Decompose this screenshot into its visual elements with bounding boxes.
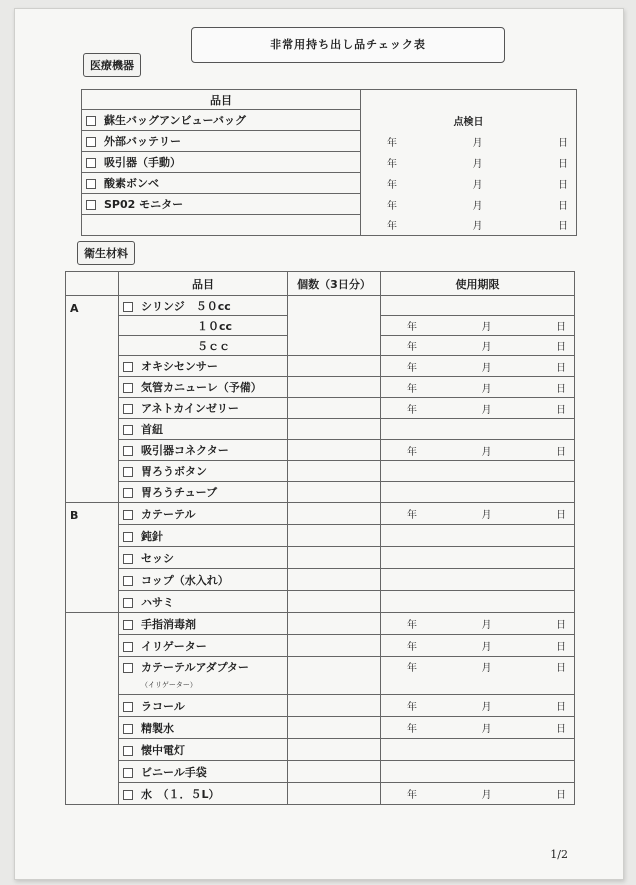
table-row: コップ（水入れ） xyxy=(66,569,575,591)
table-row: 吸引器コネクター 年 月 日 xyxy=(66,440,575,461)
checkbox[interactable] xyxy=(123,724,133,734)
checkbox[interactable] xyxy=(86,158,96,168)
col-check: 点検日 xyxy=(361,110,577,131)
table-row: B カテーテル 年 月 日 xyxy=(66,503,575,525)
table-row: 手指消毒剤 年 月 日 xyxy=(66,613,575,635)
checkbox[interactable] xyxy=(86,137,96,147)
checkbox[interactable] xyxy=(123,620,133,630)
checkbox[interactable] xyxy=(123,467,133,477)
checkbox[interactable] xyxy=(123,446,133,456)
document-sheet xyxy=(14,8,624,880)
col-item: 品目 xyxy=(82,90,361,110)
table-row: 鈍針 xyxy=(66,525,575,547)
checkbox[interactable] xyxy=(123,302,133,312)
checkbox[interactable] xyxy=(123,790,133,800)
table-row: イリゲーター 年 月 日 xyxy=(66,635,575,657)
table-row: ラコール 年 月 日 xyxy=(66,695,575,717)
checkbox[interactable] xyxy=(86,200,96,210)
checkbox[interactable] xyxy=(123,642,133,652)
table-row: アネトカインゼリー 年 月 日 xyxy=(66,398,575,419)
table-row: 蘇生バッグアンビューバッグ 点検日 xyxy=(82,110,577,131)
checkbox[interactable] xyxy=(123,532,133,542)
table-row: 首紐 xyxy=(66,419,575,440)
section-label-medical: 医療機器 xyxy=(83,53,141,77)
hygiene-table: 品目 個数（3日分） 使用期限 A シリンジ ５０cc １０cc 年 月 日 ５ｃｃ 年 月 日 オキシセンサー 年 月 日 気管カニューレ（予備） 年 月 日 アネトカインゼリー 年 月 日 首紐 吸引器コネクター 年 月 日 胃ろうボタン 胃ろうチューブ B カテーテル 年 月 日 鈍針 セッシ コップ（水入れ） ハサミ 手指消毒剤 年 月 日 イリゲーター 年 月 日 カテーテルアダプター 年 月 日 （イリゲーター） ラコール 年 月 日 精製水 年 月 日 懐中電灯 ビニール手袋 水 （１．５L） 年 月 日 xyxy=(65,271,575,805)
table-row: 胃ろうチューブ xyxy=(66,482,575,503)
table-row: 水 （１．５L） 年 月 日 xyxy=(66,783,575,805)
checkbox[interactable] xyxy=(123,663,133,673)
table-row: 気管カニューレ（予備） 年 月 日 xyxy=(66,377,575,398)
page-number: 1/2 xyxy=(550,848,568,861)
table-row: カテーテルアダプター 年 月 日 xyxy=(66,657,575,677)
table-row: 精製水 年 月 日 xyxy=(66,717,575,739)
checkbox[interactable] xyxy=(123,510,133,520)
checkbox[interactable] xyxy=(123,768,133,778)
table-row: オキシセンサー 年 月 日 xyxy=(66,356,575,377)
checkbox[interactable] xyxy=(123,362,133,372)
checkbox[interactable] xyxy=(123,404,133,414)
checkbox[interactable] xyxy=(86,179,96,189)
checkbox[interactable] xyxy=(123,554,133,564)
medical-table: 品目 蘇生バッグアンビューバッグ 点検日 外部バッテリー 年 月 日 吸引器（手動） 年 月 日 酸素ボンベ 年 月 日 SP02 モニター 年 月 日 年 月 日 xyxy=(81,89,577,236)
checkbox[interactable] xyxy=(123,746,133,756)
table-row: A シリンジ ５０cc xyxy=(66,296,575,316)
checkbox[interactable] xyxy=(86,116,96,126)
checkbox[interactable] xyxy=(123,576,133,586)
table-row: ビニール手袋 xyxy=(66,761,575,783)
checkbox[interactable] xyxy=(123,383,133,393)
section-label-hygiene: 衛生材料 xyxy=(77,241,135,265)
table-row: セッシ xyxy=(66,547,575,569)
checkbox[interactable] xyxy=(123,702,133,712)
checkbox[interactable] xyxy=(123,425,133,435)
checkbox[interactable] xyxy=(123,488,133,498)
table-row: １０cc 年 月 日 xyxy=(66,316,575,336)
table-row: 酸素ボンベ 年 月 日 xyxy=(82,173,577,194)
table-row: ５ｃｃ 年 月 日 xyxy=(66,336,575,356)
table-row: 吸引器（手動） 年 月 日 xyxy=(82,152,577,173)
table-row: 懐中電灯 xyxy=(66,739,575,761)
page-title: 非常用持ち出し品チェック表 xyxy=(191,27,505,63)
table-row: ハサミ xyxy=(66,591,575,613)
checkbox[interactable] xyxy=(123,598,133,608)
table-row: 胃ろうボタン xyxy=(66,461,575,482)
table-row: SP02 モニター 年 月 日 xyxy=(82,194,577,215)
table-row: 外部バッテリー 年 月 日 xyxy=(82,131,577,152)
